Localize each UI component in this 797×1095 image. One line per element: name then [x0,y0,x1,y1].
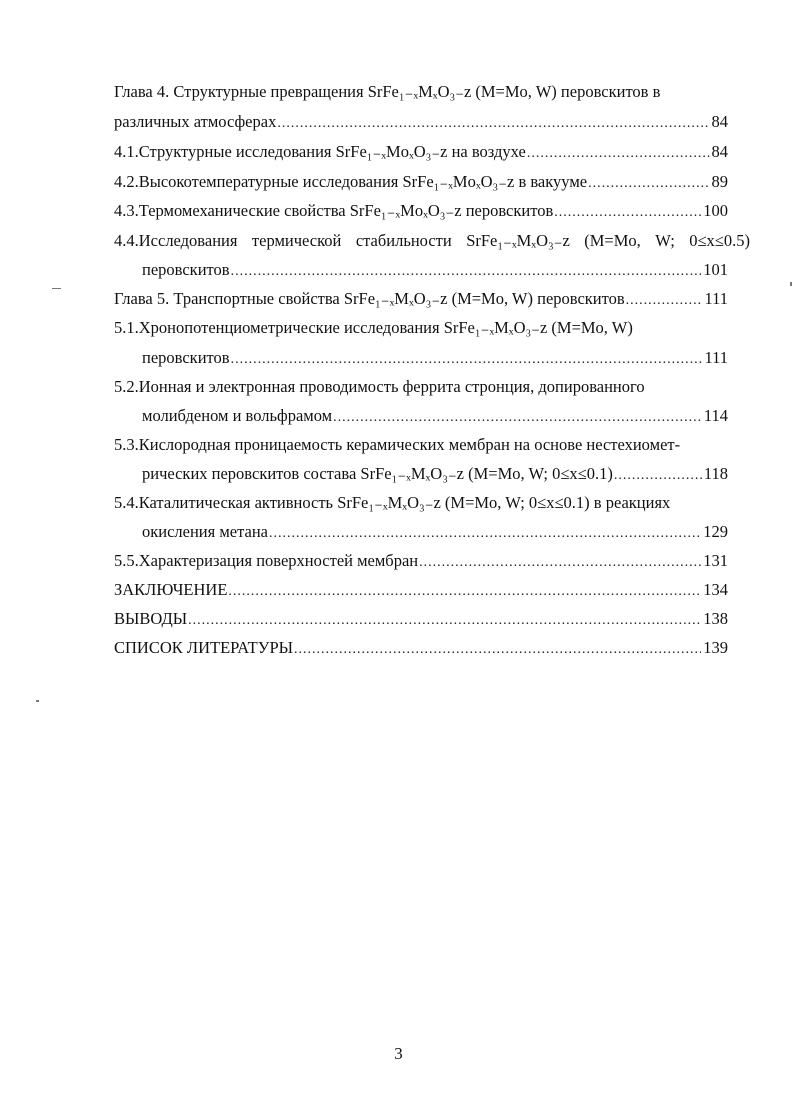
toc-page-number: 131 [703,551,728,570]
toc-chapter-5[interactable] [114,289,728,311]
toc-page-number: 84 [711,112,728,131]
toc-chapter-4-title-cont: различных атмосферах [114,112,277,131]
toc-page-number: 138 [703,609,728,628]
toc-section-5-1-title: 5.1.Хронопотенциометрические исследования SrFe₁₋ₓMₓO₃₋z (M=Mo, W) [114,318,633,337]
dot-leader [228,582,701,602]
dot-leader [294,640,701,660]
dot-leader [277,114,709,134]
toc-word: термической [251,231,342,250]
toc-section-title-cont: перовскитов [142,260,230,279]
toc-section-title-cont: рических перовскитов состава SrFe₁₋ₓMₓO₃₋z (M=Mo, W; 0≤x≤0.1) [142,464,613,483]
toc-section-5-2-title: 5.2.Ионная и электронная проводимость феррита стронция, допированного [114,377,645,396]
toc-page-number: 89 [711,172,728,191]
toc-section-5-4-title: 5.4.Каталитическая активность SrFe₁₋ₓMₓO₃₋z (M=Mo, W; 0≤x≤0.1) в реакциях [114,493,671,512]
toc-page-number: 134 [703,580,728,599]
dot-leader [554,203,701,223]
toc-section-title: 4.1.Структурные исследования SrFe₁₋ₓMoₓO₃₋z на воздухе [114,142,526,161]
page-number: 3 [394,1044,403,1063]
dot-leader [231,262,702,282]
dot-leader [333,408,702,428]
toc-section-title-cont: окисления метана [142,522,269,541]
toc-section-title: 4.2.Высокотемпературные исследования SrFe₁₋ₓMoₓO₃₋z в вакууме [114,172,588,191]
toc-page-number: 114 [703,406,728,425]
scan-mark [36,700,39,702]
toc-findings[interactable] [114,609,728,631]
toc-page-number: 101 [703,260,728,279]
dot-leader [527,144,710,164]
toc-section-title-cont: перовскитов [142,348,230,367]
toc-section-5-3-entry[interactable] [142,464,728,486]
toc-section-title: 5.5.Характеризация поверхностей мембран [114,551,419,570]
toc-section-5-2-entry[interactable] [142,406,728,428]
toc-references[interactable] [114,638,728,660]
toc-page-number: 139 [703,638,728,657]
toc-section-5-1-entry[interactable] [142,348,728,370]
toc-section-4-2[interactable] [114,172,728,194]
toc-word: (M=Mo, [584,231,641,250]
toc-page-number: 118 [703,464,728,483]
toc-chapter-4-entry[interactable] [114,112,728,134]
toc-conclusion[interactable] [114,580,728,602]
scan-mark [52,288,61,289]
toc-section-title: ВЫВОДЫ [114,609,188,628]
toc-section-5-4-entry[interactable] [142,522,728,544]
toc-section-5-3-title: 5.3.Кислородная проницаемость керамических мембран на основе нестехиомет- [114,435,681,454]
dot-leader [419,553,701,573]
dot-leader [626,291,703,311]
toc-page-number: 129 [703,522,728,541]
toc-word: W; [655,231,675,250]
toc-word: 0≤x≤0.5) [689,231,750,250]
toc-word: SrFe₁₋ₓMₓO₃₋z [466,231,570,250]
toc-section-title-cont: молибденом и вольфрамом [142,406,333,425]
toc-chapter-4-title: Глава 4. Структурные превращения SrFe₁₋ₓMₓO₃₋z (M=Mo, W) перовскитов в [114,82,661,101]
toc-page-number: 84 [711,142,728,161]
toc-section-4-3[interactable] [114,201,728,223]
toc-section-4-4-title [114,231,750,251]
toc-section-title: СПИСОК ЛИТЕРАТУРЫ [114,638,294,657]
toc-section-4-4-entry[interactable] [142,260,728,282]
dot-leader [269,524,701,544]
toc-word: стабильности [355,231,452,250]
toc-page-number: 111 [704,289,728,308]
dot-leader [231,350,703,370]
toc-page-number: 100 [703,201,728,220]
dot-leader [614,466,702,486]
toc-section-title: 4.3.Термомеханические свойства SrFe₁₋ₓMoₓO₃₋z перовскитов [114,201,554,220]
toc-page-number: 111 [704,348,728,367]
scan-mark [790,282,792,286]
dot-leader [188,611,701,631]
toc-section-title: ЗАКЛЮЧЕНИЕ [114,580,228,599]
toc-section-4-1[interactable] [114,142,728,164]
toc-word: 4.4.Исследования [114,231,238,250]
dot-leader [588,174,709,194]
toc-section-5-5[interactable] [114,551,728,573]
toc-chapter-title: Глава 5. Транспортные свойства SrFe₁₋ₓMₓO₃₋z (M=Mo, W) перовскитов [114,289,625,308]
